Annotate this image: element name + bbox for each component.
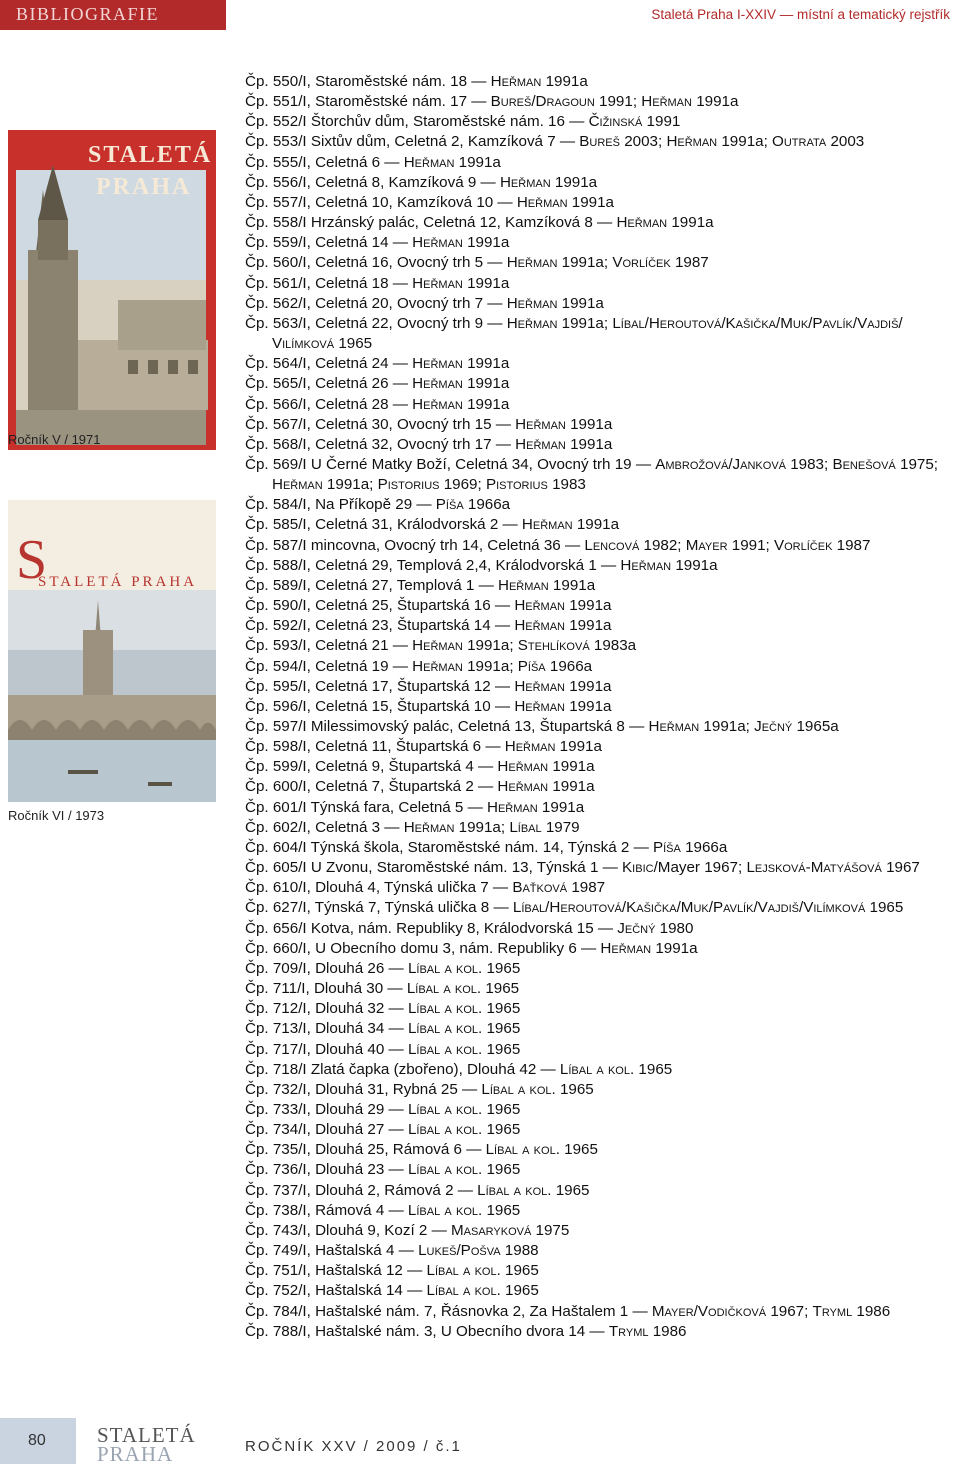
entry-text: 1986 <box>648 1322 687 1340</box>
entry-author: Mayer <box>685 536 728 554</box>
entry-author: Heřman <box>498 576 549 594</box>
entry-text: Čp. 594/I, Celetná 19 — <box>245 657 413 675</box>
entry-text: Čp. 557/I, Celetná 10, Kamzíková 10 — <box>245 193 517 211</box>
entry-author: Vorlíček <box>773 536 833 554</box>
list-item <box>245 919 957 939</box>
entry-text: 1991a <box>567 193 614 211</box>
entries-list <box>245 72 957 1342</box>
entry-author: Líbal a kol. <box>407 1201 483 1219</box>
entry-text: 1965 <box>482 1121 521 1139</box>
entry-text: 1965 <box>865 899 904 917</box>
entry-text: 1991a; <box>557 254 613 272</box>
entry-text: Čp. 788/I, Haštalské nám. 3, U Obecního dvora 14 — <box>245 1322 609 1340</box>
list-item <box>245 616 957 636</box>
entry-text: Čp. 602/I, Celetná 3 — <box>245 818 404 836</box>
entry-text: Čp. 610/I, Dlouhá 4, Týnská ulička 7 — <box>245 879 513 897</box>
entry-text: Čp. 559/I, Celetná 14 — <box>245 234 413 252</box>
list-item <box>245 1281 957 1301</box>
list-item <box>245 92 957 112</box>
entry-text: 1987 <box>832 536 871 554</box>
entry-text: 1965 <box>500 1262 539 1280</box>
entry-author: Líbal a kol. <box>406 980 482 998</box>
entry-text: 1967 <box>881 859 920 877</box>
list-item <box>245 939 957 959</box>
page-header <box>0 0 960 30</box>
entry-author: Masaryková <box>451 1221 532 1239</box>
entry-text: 1965 <box>334 335 373 353</box>
list-item <box>245 435 957 455</box>
entry-text: 1991a <box>454 153 501 171</box>
entry-text: Čp. 587/I mincovna, Ovocný trh 14, Celetná 36 — <box>245 536 585 554</box>
entry-text: 1988 <box>500 1242 539 1260</box>
entry-text: Čp. 592/I, Celetná 23, Štupartská 14 — <box>245 617 515 635</box>
entry-author: Líbal a kol. <box>407 1040 483 1058</box>
entry-text: 1991a; <box>454 818 510 836</box>
entry-text: 1991a <box>565 617 612 635</box>
entry-text: Čp. 711/I, Dlouhá 30 — <box>245 980 407 998</box>
entry-text: 1965 <box>482 1020 521 1038</box>
entry-text: 1987 <box>567 879 606 897</box>
page-number-box <box>0 1418 76 1464</box>
entry-text: Čp. 551/I, Staroměstské nám. 17 — <box>245 93 491 111</box>
entry-text: 1966a <box>545 657 593 675</box>
entry-text: 1991a; <box>462 637 518 655</box>
entry-author: Pistorius <box>377 476 440 494</box>
list-item <box>245 798 957 818</box>
entry-text: 1965 <box>481 980 520 998</box>
entry-author: Píša <box>435 496 464 514</box>
list-item <box>245 1060 957 1080</box>
list-item <box>245 979 957 999</box>
entry-text: Čp. 627/I, Týnská 7, Týnská ulička 8 — <box>245 899 513 917</box>
entry-author: Líbal a kol. <box>481 1080 556 1098</box>
list-item <box>245 777 957 797</box>
entry-text: 1991a <box>548 576 596 594</box>
entry-text: Čp. 733/I, Dlouhá 29 — <box>245 1100 408 1118</box>
list-item <box>245 173 957 193</box>
sidebar-covers <box>0 30 226 1380</box>
entry-text: Čp. 660/I, U Obecního domu 3, nám. Republiky 6 — <box>245 939 601 957</box>
entry-text: Čp. 709/I, Dlouhá 26 — <box>245 959 408 977</box>
entry-text: Čp. 566/I, Celetná 28 — <box>245 395 413 413</box>
list-item <box>245 1160 957 1180</box>
entry-text: Čp. 605/I U Zvonu, Staroměstské nám. 13, Týnská 1 — <box>245 859 623 877</box>
list-item <box>245 112 957 132</box>
list-item <box>245 132 957 152</box>
entry-text: Čp. 563/I, Celetná 22, Ovocný trh 9 — <box>245 314 507 332</box>
entry-author: Heřman <box>506 254 558 272</box>
list-item <box>245 898 957 918</box>
cover-initial: S <box>16 529 48 591</box>
entry-text: 1965 <box>555 1080 594 1098</box>
entry-text: Čp. 585/I, Celetná 31, Králodvorská 2 — <box>245 516 522 534</box>
cover-title-bottom: PRAHA <box>96 174 192 200</box>
list-item <box>245 536 957 556</box>
entry-text: Čp. 567/I, Celetná 30, Ovocný trh 15 — <box>245 415 516 433</box>
entry-text: Čp. 565/I, Celetná 26 — <box>245 375 413 393</box>
entry-text: 1979 <box>541 818 580 836</box>
entry-text: 1991a <box>555 738 602 756</box>
entry-author: Heřman <box>641 93 692 111</box>
entry-text: Čp. 734/I, Dlouhá 27 — <box>245 1121 408 1139</box>
entry-author: Stehlíková <box>517 637 590 655</box>
entry-text: Čp. 553/I Sixtův dům, Celetná 2, Kamzíková 7 — <box>245 133 580 151</box>
entry-author: Ječný <box>754 718 793 735</box>
entry-text: 1991; <box>727 536 774 554</box>
entry-author: Heřman <box>403 818 455 836</box>
entry-text: 1965 <box>551 1181 590 1199</box>
entry-author: Heřman <box>412 395 463 413</box>
running-title: Staletá Praha I-XXIV — místní a tematický rejstřík <box>651 7 950 22</box>
list-item <box>245 1201 957 1221</box>
entry-author: Líbal a kol. <box>477 1181 552 1199</box>
entry-text: 1991a <box>667 214 714 232</box>
section-title: BIBLIOGRAFIE <box>16 4 159 24</box>
entry-text: Čp. 555/I, Celetná 6 — <box>245 153 404 171</box>
entry-text: Čp. 712/I, Dlouhá 32 — <box>245 1000 408 1018</box>
entry-text: Čp. 569/I U Černé Matky Boží, Celetná 34, Ovocný trh 19 — <box>245 455 656 473</box>
entry-text: 1991a <box>550 173 598 191</box>
entry-text: 1991a <box>572 516 620 534</box>
entry-text: Čp. 738/I, Rámová 4 — <box>245 1201 408 1219</box>
entry-author: Heřman <box>412 355 463 373</box>
entry-author: Tryml <box>812 1302 853 1320</box>
entry-text: Čp. 589/I, Celetná 27, Templová 1 — <box>245 576 498 594</box>
entry-text: 1991a <box>557 294 604 312</box>
entry-author: Píša <box>517 657 546 675</box>
list-item <box>245 596 957 616</box>
section-banner <box>0 0 226 30</box>
entry-text: Čp. 749/I, Haštalská 4 — <box>245 1242 419 1260</box>
entry-text: 1991a <box>462 395 510 413</box>
list-item <box>245 818 957 838</box>
list-item <box>245 153 957 173</box>
list-item <box>245 374 957 394</box>
list-item <box>245 213 957 233</box>
entry-text: Čp. 560/I, Celetná 16, Ovocný trh 5 — <box>245 254 507 272</box>
entry-text: 1965 <box>482 1161 521 1179</box>
entry-author: Heřman <box>412 234 463 252</box>
entry-text: 1983a <box>589 637 637 655</box>
entry-text: 1991a <box>541 73 588 90</box>
list-item <box>245 354 957 374</box>
entry-text: 1991a <box>462 375 510 393</box>
entry-author: Mayer/Vodičková <box>651 1302 767 1320</box>
entry-author: Heřman <box>521 516 573 534</box>
entry-text: 1965a <box>792 718 839 735</box>
cover-image-1971 <box>8 130 216 450</box>
entry-text: Čp. 736/I, Dlouhá 23 — <box>245 1161 408 1179</box>
entry-author: Líbal a kol. <box>407 959 483 977</box>
entry-author: Heřman <box>648 718 700 735</box>
entry-author: Vorlíček <box>612 254 671 272</box>
entry-text: 1986 <box>852 1302 891 1320</box>
entry-author: Heřman <box>403 153 455 171</box>
entry-author: Tryml <box>608 1322 649 1340</box>
page-number: 80 <box>28 1432 46 1449</box>
entry-text: 1991a <box>691 93 739 111</box>
entry-text: Čp. 718/I Zlatá čapka (zbořeno), Dlouhá 42 — <box>245 1060 560 1078</box>
entry-text: 1965 <box>559 1141 598 1159</box>
cover-caption-1971: Ročník V / 1971 <box>8 432 101 447</box>
list-item <box>245 858 957 878</box>
list-item <box>245 1261 957 1281</box>
entry-text: 1965 <box>482 959 521 977</box>
cover-caption-1973: Ročník VI / 1973 <box>8 808 105 823</box>
entry-text: Čp. 564/I, Celetná 24 — <box>245 355 413 373</box>
entry-author: Heřman <box>516 193 568 211</box>
entry-text: Čp. 599/I, Celetná 9, Štupartská 4 — <box>245 758 498 776</box>
footer-logo-line1: STALETÁ <box>97 1423 196 1447</box>
list-item <box>245 1080 957 1100</box>
list-item <box>245 274 957 294</box>
entry-author: Pistorius <box>485 476 548 494</box>
entry-author: Heřman <box>412 657 463 675</box>
entry-text: Čp. 595/I, Celetná 17, Štupartská 12 — <box>245 677 515 695</box>
entry-author: Lencová <box>584 536 640 554</box>
entry-author: Ambrožová/Janková <box>655 455 786 473</box>
list-item <box>245 314 957 354</box>
entry-text: Čp. 732/I, Dlouhá 31, Rybná 25 — <box>245 1080 482 1098</box>
footer-logo <box>97 1423 196 1466</box>
entry-text: /Mayer 1967; <box>653 859 747 877</box>
list-item <box>245 1140 957 1160</box>
entry-author: Outrata <box>772 133 827 151</box>
list-item <box>245 495 957 515</box>
entry-text: Čp. 601/I Týnská fara, Celetná 5 — <box>245 798 487 816</box>
entry-text: 1967; <box>766 1302 813 1320</box>
entry-text: 1991a <box>548 758 595 776</box>
entry-author: Baťková <box>512 879 568 897</box>
list-item <box>245 1040 957 1060</box>
entry-text: Čp. 737/I, Dlouhá 2, Rámová 2 — <box>245 1181 478 1199</box>
list-item <box>245 838 957 858</box>
entry-author: Kibic <box>622 859 654 877</box>
entry-text: 1991a <box>462 355 510 373</box>
entry-author: Heřman <box>272 476 323 494</box>
entry-text: 1966a <box>463 496 511 514</box>
entry-text: Čp. 588/I, Celetná 29, Templová 2,4, Králodvorská 1 — <box>245 556 621 574</box>
entry-text: 1965 <box>634 1060 673 1078</box>
entry-author: Heřman <box>506 314 558 332</box>
entry-text: 1991 <box>642 113 681 131</box>
entry-text: 1991a; <box>322 476 378 494</box>
entry-author: Heřman <box>504 738 556 756</box>
entry-text: Čp. 743/I, Dlouhá 9, Kozí 2 — <box>245 1221 451 1239</box>
entry-text: Čp. 752/I, Haštalská 14 — <box>245 1282 427 1300</box>
entry-author: Heřman <box>497 758 549 776</box>
entry-text: Čp. 552/I Štorchův dům, Staroměstské nám. 16 — <box>245 113 589 131</box>
list-item <box>245 677 957 697</box>
entry-text: 1965 <box>482 1100 521 1118</box>
entry-text: Čp. 558/I Hrzánský palác, Celetná 12, Kamzíková 8 — <box>245 214 617 232</box>
entry-text: 1965 <box>482 1000 521 1018</box>
entry-author: Heřman <box>666 133 718 151</box>
entry-text: 2003; <box>619 133 667 151</box>
entry-text: 1991a <box>565 597 612 615</box>
entry-author: Heřman <box>515 435 566 453</box>
entry-text: 1991a <box>462 234 510 252</box>
list-item <box>245 193 957 213</box>
entry-author: Líbal/Heroutová/Kašička/Muk/Pavlík/Vajdiš/ Vilímková <box>272 314 903 353</box>
entry-text: Čp. 600/I, Celetná 7, Štupartská 2 — <box>245 778 498 796</box>
entry-author: Heřman <box>600 939 652 957</box>
entry-text: Čp. 656/I Kotva, nám. Republiky 8, Králodvorská 15 — <box>245 919 618 937</box>
entry-text: Čp. 597/I Milessimovský palác, Celetná 13, Štupartská 8 — <box>245 718 649 735</box>
entry-text: 1991a <box>565 435 613 453</box>
entry-author: Heřman <box>514 697 566 715</box>
entry-text: Čp. 784/I, Haštalské nám. 7, Řásnovka 2, Za Haštalem 1 — <box>245 1302 652 1320</box>
entry-author: Líbal a kol. <box>407 1121 483 1139</box>
entry-author: Líbal a kol. <box>426 1282 501 1300</box>
entry-author: Heřman <box>515 415 566 433</box>
entry-author: Líbal a kol. <box>407 1100 483 1118</box>
entry-text: 1991a; <box>557 314 613 332</box>
entry-text: 1991a <box>565 697 612 715</box>
list-item <box>245 697 957 717</box>
entry-text: Čp. 584/I, Na Příkopě 29 — <box>245 496 436 514</box>
entry-author: Heřman <box>487 798 538 816</box>
entry-text: Čp. 735/I, Dlouhá 25, Rámová 6 — <box>245 1141 486 1159</box>
list-item <box>245 1181 957 1201</box>
entry-author: Heřman <box>616 214 668 232</box>
list-item <box>245 717 957 737</box>
entry-author: Heřman <box>514 597 566 615</box>
entry-author: Lukeš/Pošva <box>418 1242 501 1260</box>
entry-text: 1991a; <box>462 657 518 675</box>
entry-text: 2003 <box>826 133 865 151</box>
entry-text: Čp. 751/I, Haštalská 12 — <box>245 1262 427 1280</box>
entry-text: Čp. 713/I, Dlouhá 34 — <box>245 1020 408 1038</box>
entry-text: Čp. 561/I, Celetná 18 — <box>245 274 413 292</box>
entry-text: Čp. 593/I, Celetná 21 — <box>245 637 413 655</box>
entry-author: Heřman <box>514 617 566 635</box>
entry-text: Čp. 590/I, Celetná 25, Štupartská 16 — <box>245 597 515 615</box>
entry-text: Čp. 604/I Týnská škola, Staroměstské nám. 14, Týnská 2 — <box>245 838 653 856</box>
entry-text: 1975; <box>895 455 939 473</box>
list-item <box>245 233 957 253</box>
entry-author: Bureš <box>579 133 620 151</box>
entry-text: Čp. 717/I, Dlouhá 40 — <box>245 1040 408 1058</box>
entry-author: Líbal a kol. <box>485 1141 560 1159</box>
cover-title: STALETÁ PRAHA <box>38 574 198 590</box>
entry-author: Heřman <box>499 173 551 191</box>
entry-text: Čp. 550/I, Staroměstské nám. 18 — <box>245 73 491 90</box>
entry-author: Líbal a kol. <box>407 1161 483 1179</box>
list-item <box>245 959 957 979</box>
list-item <box>245 576 957 596</box>
entry-author: Líbal <box>509 818 542 836</box>
entry-text: 1991a <box>671 556 718 574</box>
entry-author: Líbal a kol. <box>407 1020 483 1038</box>
footer-logo-line2: PRAHA <box>97 1442 174 1466</box>
entry-author: Heřman <box>490 73 542 90</box>
entry-author: Heřman <box>412 274 463 292</box>
footer-issue: ROČNÍK XXV / 2009 / č.1 <box>245 1438 462 1455</box>
entry-text: 1980 <box>655 919 694 937</box>
list-item <box>245 1120 957 1140</box>
list-item <box>245 72 957 92</box>
entry-author: Líbal a kol. <box>559 1060 635 1078</box>
entry-text: 1983 <box>547 476 586 494</box>
entry-author: Heřman <box>506 294 558 312</box>
list-item <box>245 294 957 314</box>
entry-text: 1965 <box>482 1201 521 1219</box>
entry-author: Heřman <box>412 375 463 393</box>
list-item <box>245 395 957 415</box>
entry-text: 1983; <box>786 455 833 473</box>
list-item <box>245 878 957 898</box>
list-item <box>245 1100 957 1120</box>
cover-image-1973 <box>8 500 216 802</box>
entry-author: Heřman <box>497 778 549 796</box>
entry-text: 1982; <box>639 536 686 554</box>
entry-text: 1991a <box>548 778 595 796</box>
entry-text: 1991a <box>565 415 613 433</box>
list-item <box>245 1302 957 1322</box>
entry-text: 1991a; <box>699 718 755 735</box>
entry-author: Heřman <box>620 556 672 574</box>
list-item <box>245 415 957 435</box>
list-item <box>245 657 957 677</box>
entry-author: Heřman <box>412 637 463 655</box>
entry-text: 1991a <box>565 677 612 695</box>
entry-text: Čp. 596/I, Celetná 15, Štupartská 10 — <box>245 697 515 715</box>
entry-text: 1991a <box>462 274 510 292</box>
list-item <box>245 1019 957 1039</box>
list-item <box>245 253 957 273</box>
cover-title-top: STALETÁ <box>88 142 213 168</box>
list-item <box>245 1241 957 1261</box>
list-item <box>245 556 957 576</box>
entry-author: Líbal a kol. <box>407 1000 483 1018</box>
list-item <box>245 737 957 757</box>
entry-author: Líbal a kol. <box>426 1262 501 1280</box>
list-item <box>245 455 957 495</box>
entry-text: Čp. 562/I, Celetná 20, Ovocný trh 7 — <box>245 294 507 312</box>
entry-author: Benešová <box>832 455 896 473</box>
list-item <box>245 757 957 777</box>
list-item <box>245 999 957 1019</box>
entry-author: Čižinská <box>588 113 643 131</box>
entry-text: 1991a; <box>717 133 773 151</box>
entry-author: Ječný <box>617 919 656 937</box>
entry-text: 1965 <box>482 1040 521 1058</box>
entry-text: 1975 <box>531 1221 570 1239</box>
entry-text: 1991a <box>537 798 585 816</box>
entry-text: Čp. 556/I, Celetná 8, Kamzíková 9 — <box>245 173 500 191</box>
list-item <box>245 1221 957 1241</box>
entry-author: Líbal/Heroutová/Kašička/Muk/Pavlík/Vajdiš/Vilímková <box>512 899 866 917</box>
entry-text: 1965 <box>500 1282 539 1300</box>
entry-author: Lejsková-Matyášová <box>746 859 882 877</box>
entry-text: 1987 <box>670 254 709 272</box>
entry-author: Píša <box>653 838 681 856</box>
list-item <box>245 636 957 656</box>
entry-text: 1966a <box>680 838 728 856</box>
entry-author: Bureš/Dragoun <box>490 93 595 111</box>
entry-text: Čp. 598/I, Celetná 11, Štupartská 6 — <box>245 738 505 756</box>
entry-text: Čp. 568/I, Celetná 32, Ovocný trh 17 — <box>245 435 516 453</box>
entry-author: Heřman <box>514 677 566 695</box>
entry-text: 1991; <box>594 93 642 111</box>
list-item <box>245 515 957 535</box>
entry-text: 1991a <box>651 939 698 957</box>
list-item <box>245 1322 957 1342</box>
entry-text: 1969; <box>439 476 486 494</box>
